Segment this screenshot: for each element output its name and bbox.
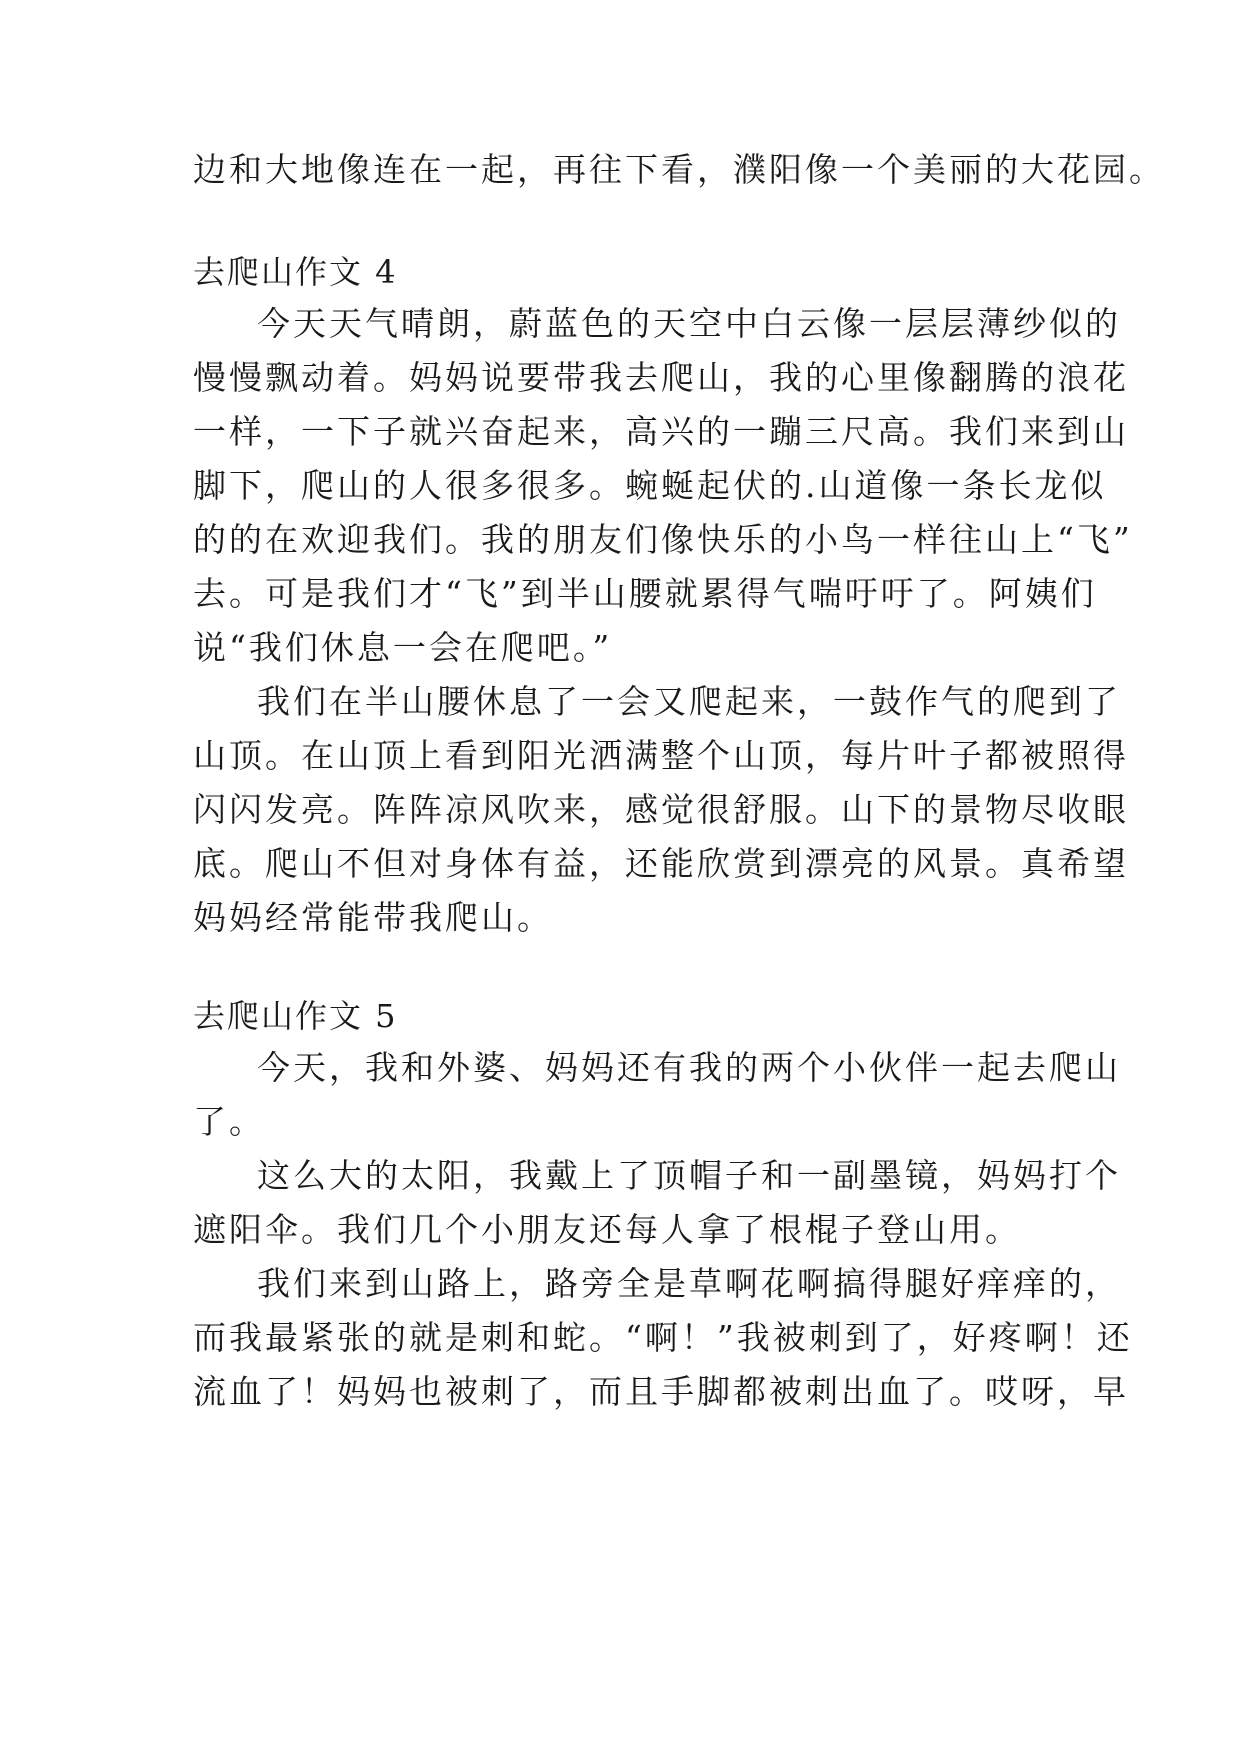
paragraph-line: 说“我们休息一会在爬吧。” — [193, 628, 613, 667]
paragraph-line: 慢慢飘动着。妈妈说要带我去爬山，我的心里像翻腾的浪花 — [193, 358, 1129, 397]
paragraph-line: 妈妈经常能带我爬山。 — [193, 898, 553, 937]
paragraph-line: 了。 — [193, 1102, 265, 1141]
section-heading-5: 去爬山作文 5 — [193, 997, 398, 1035]
paragraph-line: 我们在半山腰休息了一会又爬起来，一鼓作气的爬到了 — [257, 682, 1121, 721]
paragraph-line: 脚下，爬山的人很多很多。蜿蜒起伏的.山道像一条长龙似 — [193, 466, 1107, 505]
paragraph-line: 我们来到山路上，路旁全是草啊花啊搞得腿好痒痒的， — [257, 1264, 1121, 1303]
paragraph-line: 闪闪发亮。阵阵凉风吹来，感觉很舒服。山下的景物尽收眼 — [193, 790, 1129, 829]
paragraph-line: 去。可是我们才“飞”到半山腰就累得气喘吁吁了。阿姨们 — [193, 574, 1097, 613]
section-heading-4: 去爬山作文 4 — [193, 253, 398, 291]
paragraph-line: 今天天气晴朗，蔚蓝色的天空中白云像一层层薄纱似的 — [257, 304, 1121, 343]
paragraph-line: 边和大地像连在一起，再往下看，濮阳像一个美丽的大花园。 — [193, 150, 1165, 189]
paragraph-line: 而我最紧张的就是刺和蛇。“啊！”我被刺到了，好疼啊！还 — [193, 1318, 1133, 1357]
paragraph-line: 一样，一下子就兴奋起来，高兴的一蹦三尺高。我们来到山 — [193, 412, 1129, 451]
paragraph-line: 山顶。在山顶上看到阳光洒满整个山顶，每片叶子都被照得 — [193, 736, 1129, 775]
paragraph-line: 的的在欢迎我们。我的朋友们像快乐的小鸟一样往山上“飞” — [193, 520, 1133, 559]
paragraph-line: 今天，我和外婆、妈妈还有我的两个小伙伴一起去爬山 — [257, 1048, 1121, 1087]
paragraph-line: 底。爬山不但对身体有益，还能欣赏到漂亮的风景。真希望 — [193, 844, 1129, 883]
paragraph-line: 流血了！妈妈也被刺了，而且手脚都被刺出血了。哎呀，早 — [193, 1372, 1129, 1411]
paragraph-line: 遮阳伞。我们几个小朋友还每人拿了根棍子登山用。 — [193, 1210, 1021, 1249]
paragraph-line: 这么大的太阳，我戴上了顶帽子和一副墨镜，妈妈打个 — [257, 1156, 1121, 1195]
